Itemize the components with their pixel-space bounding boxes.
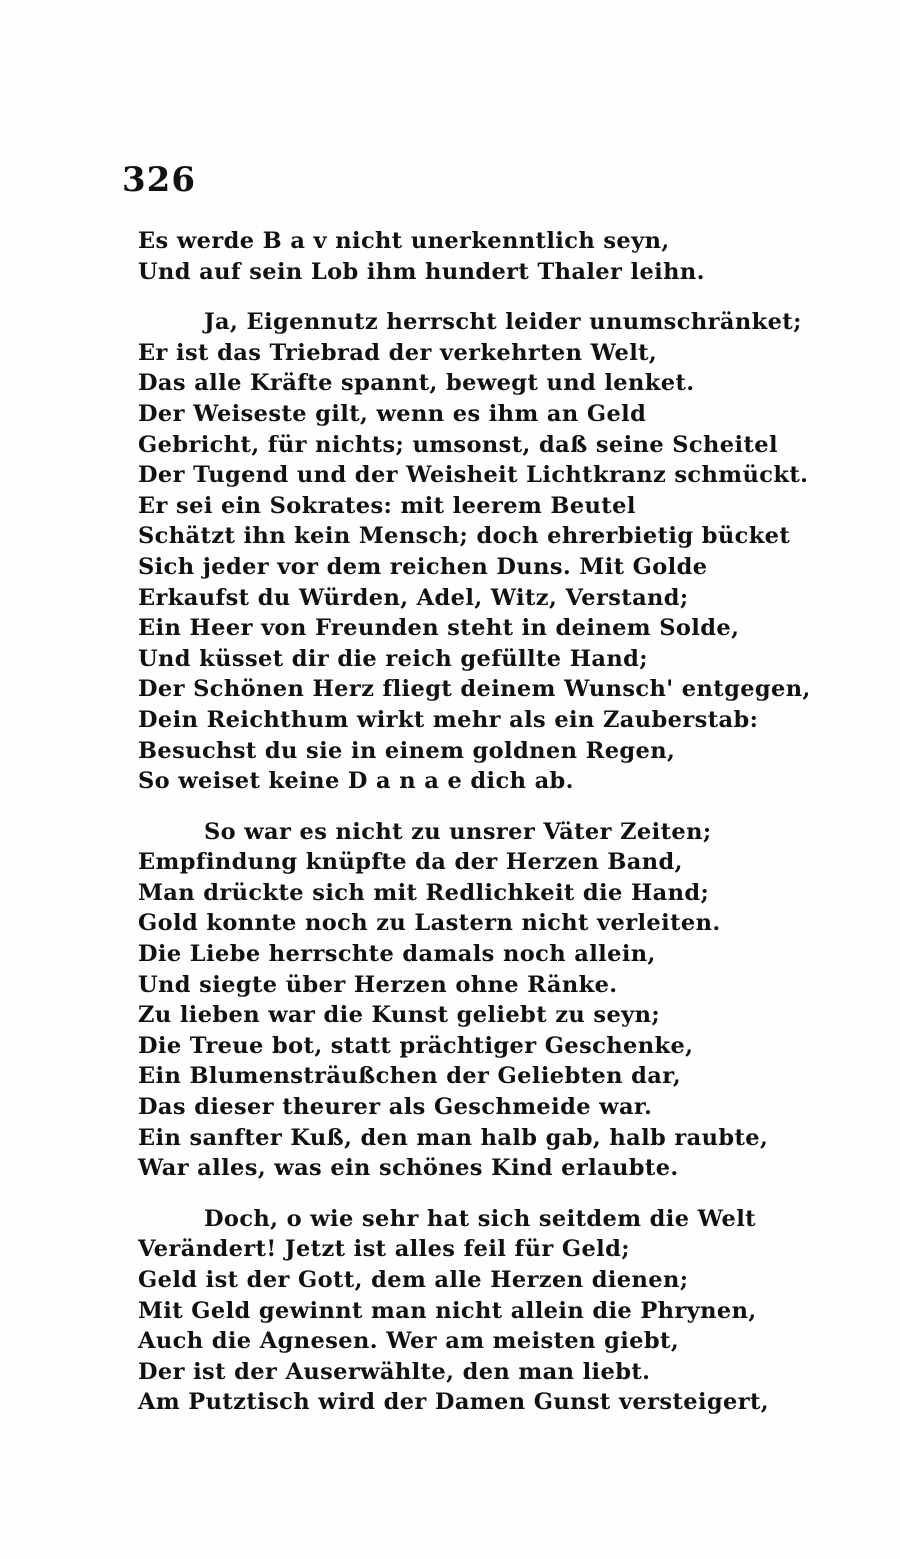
- poem-line: Er ist das Triebrad der verkehrten Welt,: [138, 339, 658, 366]
- poem-line: Mit Geld gewinnt man nicht allein die Phrynen,: [138, 1297, 757, 1324]
- poem-text: [138, 226, 858, 1438]
- poem-line: Der Schönen Herz fliegt deinem Wunsch' entgegen,: [138, 676, 811, 703]
- poem-line: War alles, was ein schönes Kind erlaubte.: [138, 1155, 679, 1182]
- poem-line: Das alle Kräfte spannt, bewegt und lenket.: [138, 370, 695, 397]
- poem-line: Und siegte über Herzen ohne Ränke.: [138, 971, 618, 998]
- poem-line: Gebricht, für nichts; umsonst, daß seine Scheitel: [138, 431, 778, 458]
- poem-line: Die Treue bot, statt prächtiger Geschenke,: [138, 1032, 694, 1059]
- poem-line: Erkaufst du Würden, Adel, Witz, Verstand;: [138, 584, 689, 611]
- stanza-3: [138, 817, 858, 1184]
- poem-line: Verändert! Jetzt ist alles feil für Geld;: [138, 1236, 630, 1263]
- poem-line: Auch die Agnesen. Wer am meisten giebt,: [138, 1328, 680, 1355]
- poem-line: Sich jeder vor dem reichen Duns. Mit Golde: [138, 553, 708, 580]
- poem-line: Und küsset dir die reich gefüllte Hand;: [138, 645, 648, 672]
- stanza-1: [138, 226, 858, 287]
- poem-line: Gold konnte noch zu Lastern nicht verleiten.: [138, 910, 721, 937]
- poem-line: Ein sanfter Kuß, den man halb gab, halb raubte,: [138, 1124, 769, 1151]
- stanza-4: [138, 1204, 858, 1418]
- poem-line: Ja, Eigennutz herrscht leider unumschränket;: [204, 309, 802, 336]
- stanza-2: [138, 307, 858, 797]
- poem-line: Der ist der Auserwählte, den man liebt.: [138, 1358, 651, 1385]
- poem-line: Und auf sein Lob ihm hundert Thaler leihn.: [138, 258, 705, 285]
- poem-line: Die Liebe herrschte damals noch allein,: [138, 941, 656, 968]
- poem-line: Schätzt ihn kein Mensch; doch ehrerbietig bücket: [138, 523, 791, 550]
- poem-line: So war es nicht zu unsrer Väter Zeiten;: [204, 818, 712, 845]
- poem-line: Geld ist der Gott, dem alle Herzen dienen;: [138, 1267, 689, 1293]
- poem-line: Der Weiseste gilt, wenn es ihm an Geld: [138, 400, 647, 427]
- poem-line: So weiset keine D a n a e dich ab.: [138, 768, 574, 795]
- poem-line: Er sei ein Sokrates: mit leerem Beutel: [138, 492, 636, 519]
- poem-line: Doch, o wie sehr hat sich seitdem die Welt: [204, 1205, 756, 1232]
- poem-line: Empfindung knüpfte da der Herzen Band,: [138, 849, 683, 876]
- poem-line: Zu lieben war die Kunst geliebt zu seyn;: [138, 1002, 661, 1029]
- poem-line: Ein Heer von Freunden steht in deinem Solde,: [138, 615, 740, 642]
- poem-line: Das dieser theurer als Geschmeide war.: [138, 1094, 653, 1121]
- poem-line: Man drückte sich mit Redlichkeit die Hand;: [138, 879, 710, 906]
- poem-line: Es werde B a v nicht unerkenntlich seyn,: [138, 228, 670, 254]
- poem-line: Der Tugend und der Weisheit Lichtkranz schmückt.: [138, 462, 809, 489]
- page-number: 326: [122, 160, 196, 200]
- poem-line: Dein Reichthum wirkt mehr als ein Zauberstab:: [138, 706, 759, 733]
- poem-line: Besuchst du sie in einem goldnen Regen,: [138, 737, 676, 764]
- poem-line: Ein Blumensträußchen der Geliebten dar,: [138, 1063, 682, 1090]
- poem-line: Am Putztisch wird der Damen Gunst versteigert,: [138, 1389, 770, 1416]
